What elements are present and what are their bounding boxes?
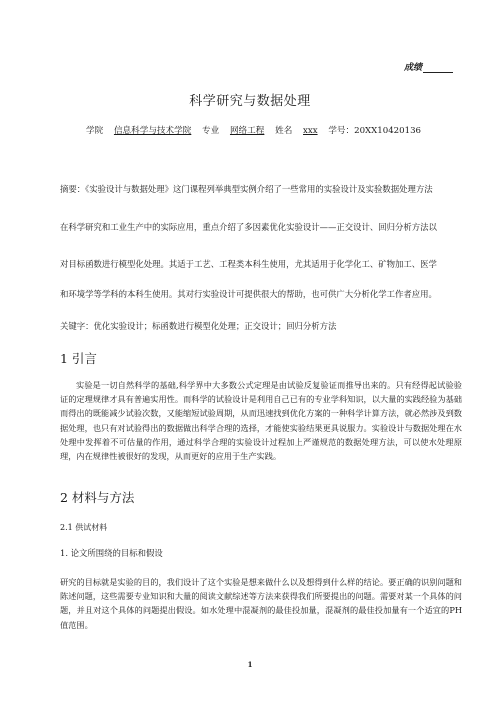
abstract-line: 在科学研究和工业生产中的实际应用，重点介绍了多因素优化实验设计——正交设计、回归分析方法以 — [60, 222, 437, 232]
section-2-paragraph: 研究的目标就是实验的目的，我们设计了这个实验是想来做什么以及想得到什么样的结论。要正确的识别问题和陈述问题，这些需要专业知识和大量的阅读文献综述等方法来获得我们所要提出的问题。需要对某一个具体的问题，并且对这个具体的问题提出假设。如水处理中混凝剂的最佳投加量，混凝剂的最佳投加量有一个适宜的PH值范围。 — [60, 577, 462, 630]
college-label: 学院 — [86, 126, 104, 136]
page-number: 1 — [247, 660, 253, 669]
student-id-value: 20XX10420136 — [354, 126, 422, 136]
section-1-paragraph: 实验是一切自然科学的基础,科学界中大多数公式定理是由试验反复验证而推导出来的。只有经得起试验验证的定理规律才具有普遍实用性。而科学的试验设计是利用自己已有的专业学科知识，以大量的实践经验为基础而得出的既能减少试验次数，又能缩短试验周期，从而迅速找到优化方案的一种科学计算方法，就必然涉及到数据处理，也只有对试验得出的数据做出科学合理的选择，才能使实验结果更具说服力。实验设计与数据处理在水处理中发挥着不可估量的作用，通过科学合理的实验设计过程加上严谨规范的数据处理方法，可以使水处理原理，内在规律性被很好的发现，从而更好的应用于生产实践。 — [60, 380, 462, 462]
student-info-line — [86, 124, 421, 136]
score-label: 成绩 — [403, 63, 422, 73]
abstract-line: 对目标函数进行模型化处理。其适于工艺、工程类本科生使用，尤其适用于化学化工、矿物加工、医学 — [60, 259, 437, 269]
name-value: xxx — [303, 126, 318, 136]
name-label: 姓名 — [275, 126, 293, 136]
college-value: 信息科学与技术学院 — [113, 126, 192, 136]
major-value: 网络工程 — [229, 126, 265, 136]
abstract-line: 摘要：《实验设计与数据处理》这门课程列举典型实例介绍了一些常用的实验设计及实验数据处理方法 — [60, 184, 433, 194]
abstract-line: 和环境学等学科的本科生使用。其对行实验设计可提供很大的帮助，也可供广大分析化学工作者应用。 — [60, 289, 437, 299]
student-id-label: 学号： — [328, 126, 355, 136]
major-label: 专业 — [202, 126, 220, 136]
score-blank-line — [423, 63, 453, 73]
score-field — [404, 60, 453, 73]
section-2-heading: 2 材料与方法 — [60, 490, 135, 505]
document-title: 科学研究与数据处理 — [189, 94, 311, 109]
keywords: 关键字：优化实验设计；标函数进行模型化处理；正交设计；回归分析方法 — [60, 321, 337, 331]
subsection-2-1-heading: 2.1 供试材料 — [60, 523, 108, 532]
list-item-1: 1. 论文所围绕的目标和假设 — [60, 548, 163, 558]
section-1-heading: 1 引言 — [60, 351, 97, 366]
